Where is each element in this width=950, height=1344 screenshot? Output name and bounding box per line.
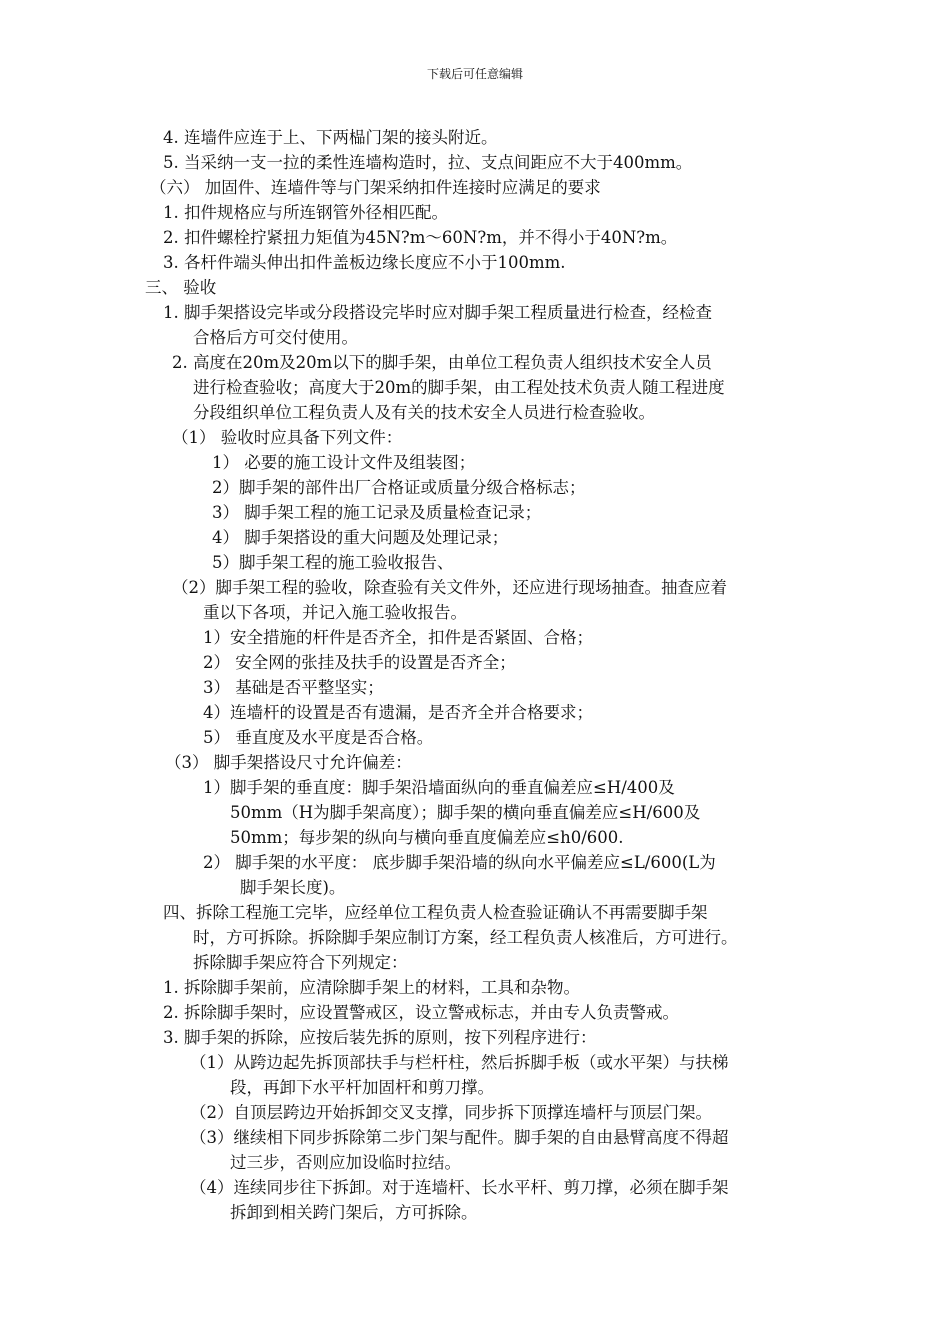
text-line: 过三步，否则应加设临时拉结。: [230, 1153, 461, 1172]
section-heading: 三、 验收: [145, 278, 217, 297]
text-line: 脚手架长度)。: [240, 878, 346, 897]
text-line: 1. 拆除脚手架前，应清除脚手架上的材料，工具和杂物。: [163, 978, 580, 997]
text-line: 5） 垂直度及水平度是否合格。: [203, 728, 434, 747]
text-line: 拆除脚手架应符合下列规定：: [193, 953, 408, 972]
text-line: （2）脚手架工程的验收，除查验有关文件外，还应进行现场抽查。抽查应着: [172, 578, 727, 597]
text-line: （4）连续同步往下拆卸。对于连墙杆、长水平杆、剪刀撑，必须在脚手架: [190, 1178, 729, 1197]
text-line: 3） 基础是否平整坚实；: [203, 678, 384, 697]
text-line: 3） 脚手架工程的施工记录及质量检查记录；: [212, 503, 542, 522]
text-line: 分段组织单位工程负责人及有关的技术安全人员进行检查验收。: [193, 403, 655, 422]
text-line: 进行检查验收；高度大于20m的脚手架，由工程处技术负责人随工程进度: [193, 378, 725, 397]
text-line: 1. 脚手架搭设完毕或分段搭设完毕时应对脚手架工程质量进行检查，经检查: [163, 303, 712, 322]
page-header: 下载后可任意编辑: [426, 67, 523, 81]
text-line: （2）自顶层跨边开始拆卸交叉支撑，同步拆下顶撑连墙杆与顶层门架。: [190, 1103, 712, 1122]
text-line: 4） 脚手架搭设的重大问题及处理记录；: [212, 528, 509, 547]
text-line: （六） 加固件、连墙件等与门架采纳扣件连接时应满足的要求: [150, 178, 601, 197]
text-line: 重以下各项，并记入施工验收报告。: [203, 603, 467, 622]
text-line: 2） 脚手架的水平度： 底步脚手架沿墙的纵向水平偏差应≤L/600(L为: [203, 853, 716, 872]
text-line: 50mm（H为脚手架高度）；脚手架的横向垂直偏差应≤H/600及: [230, 803, 701, 822]
text-line: 5. 当采纳一支一拉的柔性连墙构造时，拉、支点间距应不大于400mm。: [163, 153, 693, 172]
text-line: （1）从跨边起先拆顶部扶手与栏杆柱，然后拆脚手板（或水平架）与扶梯: [190, 1053, 729, 1072]
text-line: 5）脚手架工程的施工验收报告、: [212, 553, 454, 572]
text-line: 3. 各杆件端头伸出扣件盖板边缘长度应不小于100mm.: [163, 253, 566, 272]
text-line: （1） 验收时应具备下列文件：: [172, 428, 403, 447]
text-line: 合格后方可交付使用。: [193, 328, 358, 347]
text-line: （3）继续相下同步拆除第二步门架与配件。脚手架的自由悬臂高度不得超: [190, 1128, 729, 1147]
text-line: 4）连墙杆的设置是否有遗漏，是否齐全并合格要求；: [203, 703, 593, 722]
text-line: 4. 连墙件应连于上、下两榀门架的接头附近。: [163, 128, 498, 147]
text-line: 1）安全措施的杆件是否齐全，扣件是否紧固、合格；: [203, 628, 593, 647]
text-line: 3. 脚手架的拆除，应按后装先拆的原则，按下列程序进行：: [163, 1028, 597, 1047]
text-line: 时，方可拆除。拆除脚手架应制订方案，经工程负责人核准后，方可进行。: [193, 928, 738, 947]
text-line: 拆卸到相关跨门架后，方可拆除。: [230, 1203, 478, 1222]
text-line: 2） 安全网的张挂及扶手的设置是否齐全；: [203, 653, 516, 672]
text-line: （3） 脚手架搭设尺寸允许偏差：: [165, 753, 412, 772]
text-line: 2）脚手架的部件出厂合格证或质量分级合格标志；: [212, 478, 586, 497]
text-line: 2. 高度在20m及20m以下的脚手架，由单位工程负责人组织技术安全人员: [172, 353, 712, 372]
section-heading: 四、拆除工程施工完毕，应经单位工程负责人检查验证确认不再需要脚手架: [163, 903, 708, 922]
text-line: 1）脚手架的垂直度：脚手架沿墙面纵向的垂直偏差应≤H/400及: [203, 778, 675, 797]
text-line: 1） 必要的施工设计文件及组装图；: [212, 453, 476, 472]
text-line: 2. 扣件螺栓拧紧扭力矩值为45N?m～60N?m，并不得小于40N?m。: [163, 228, 678, 247]
text-line: 段，再卸下水平杆加固杆和剪刀撑。: [230, 1078, 494, 1097]
text-line: 2. 拆除脚手架时，应设置警戒区，设立警戒标志，并由专人负责警戒。: [163, 1003, 679, 1022]
text-line: 1. 扣件规格应与所连钢管外径相匹配。: [163, 203, 448, 222]
text-line: 50mm；每步架的纵向与横向垂直度偏差应≤h0/600.: [230, 828, 624, 847]
